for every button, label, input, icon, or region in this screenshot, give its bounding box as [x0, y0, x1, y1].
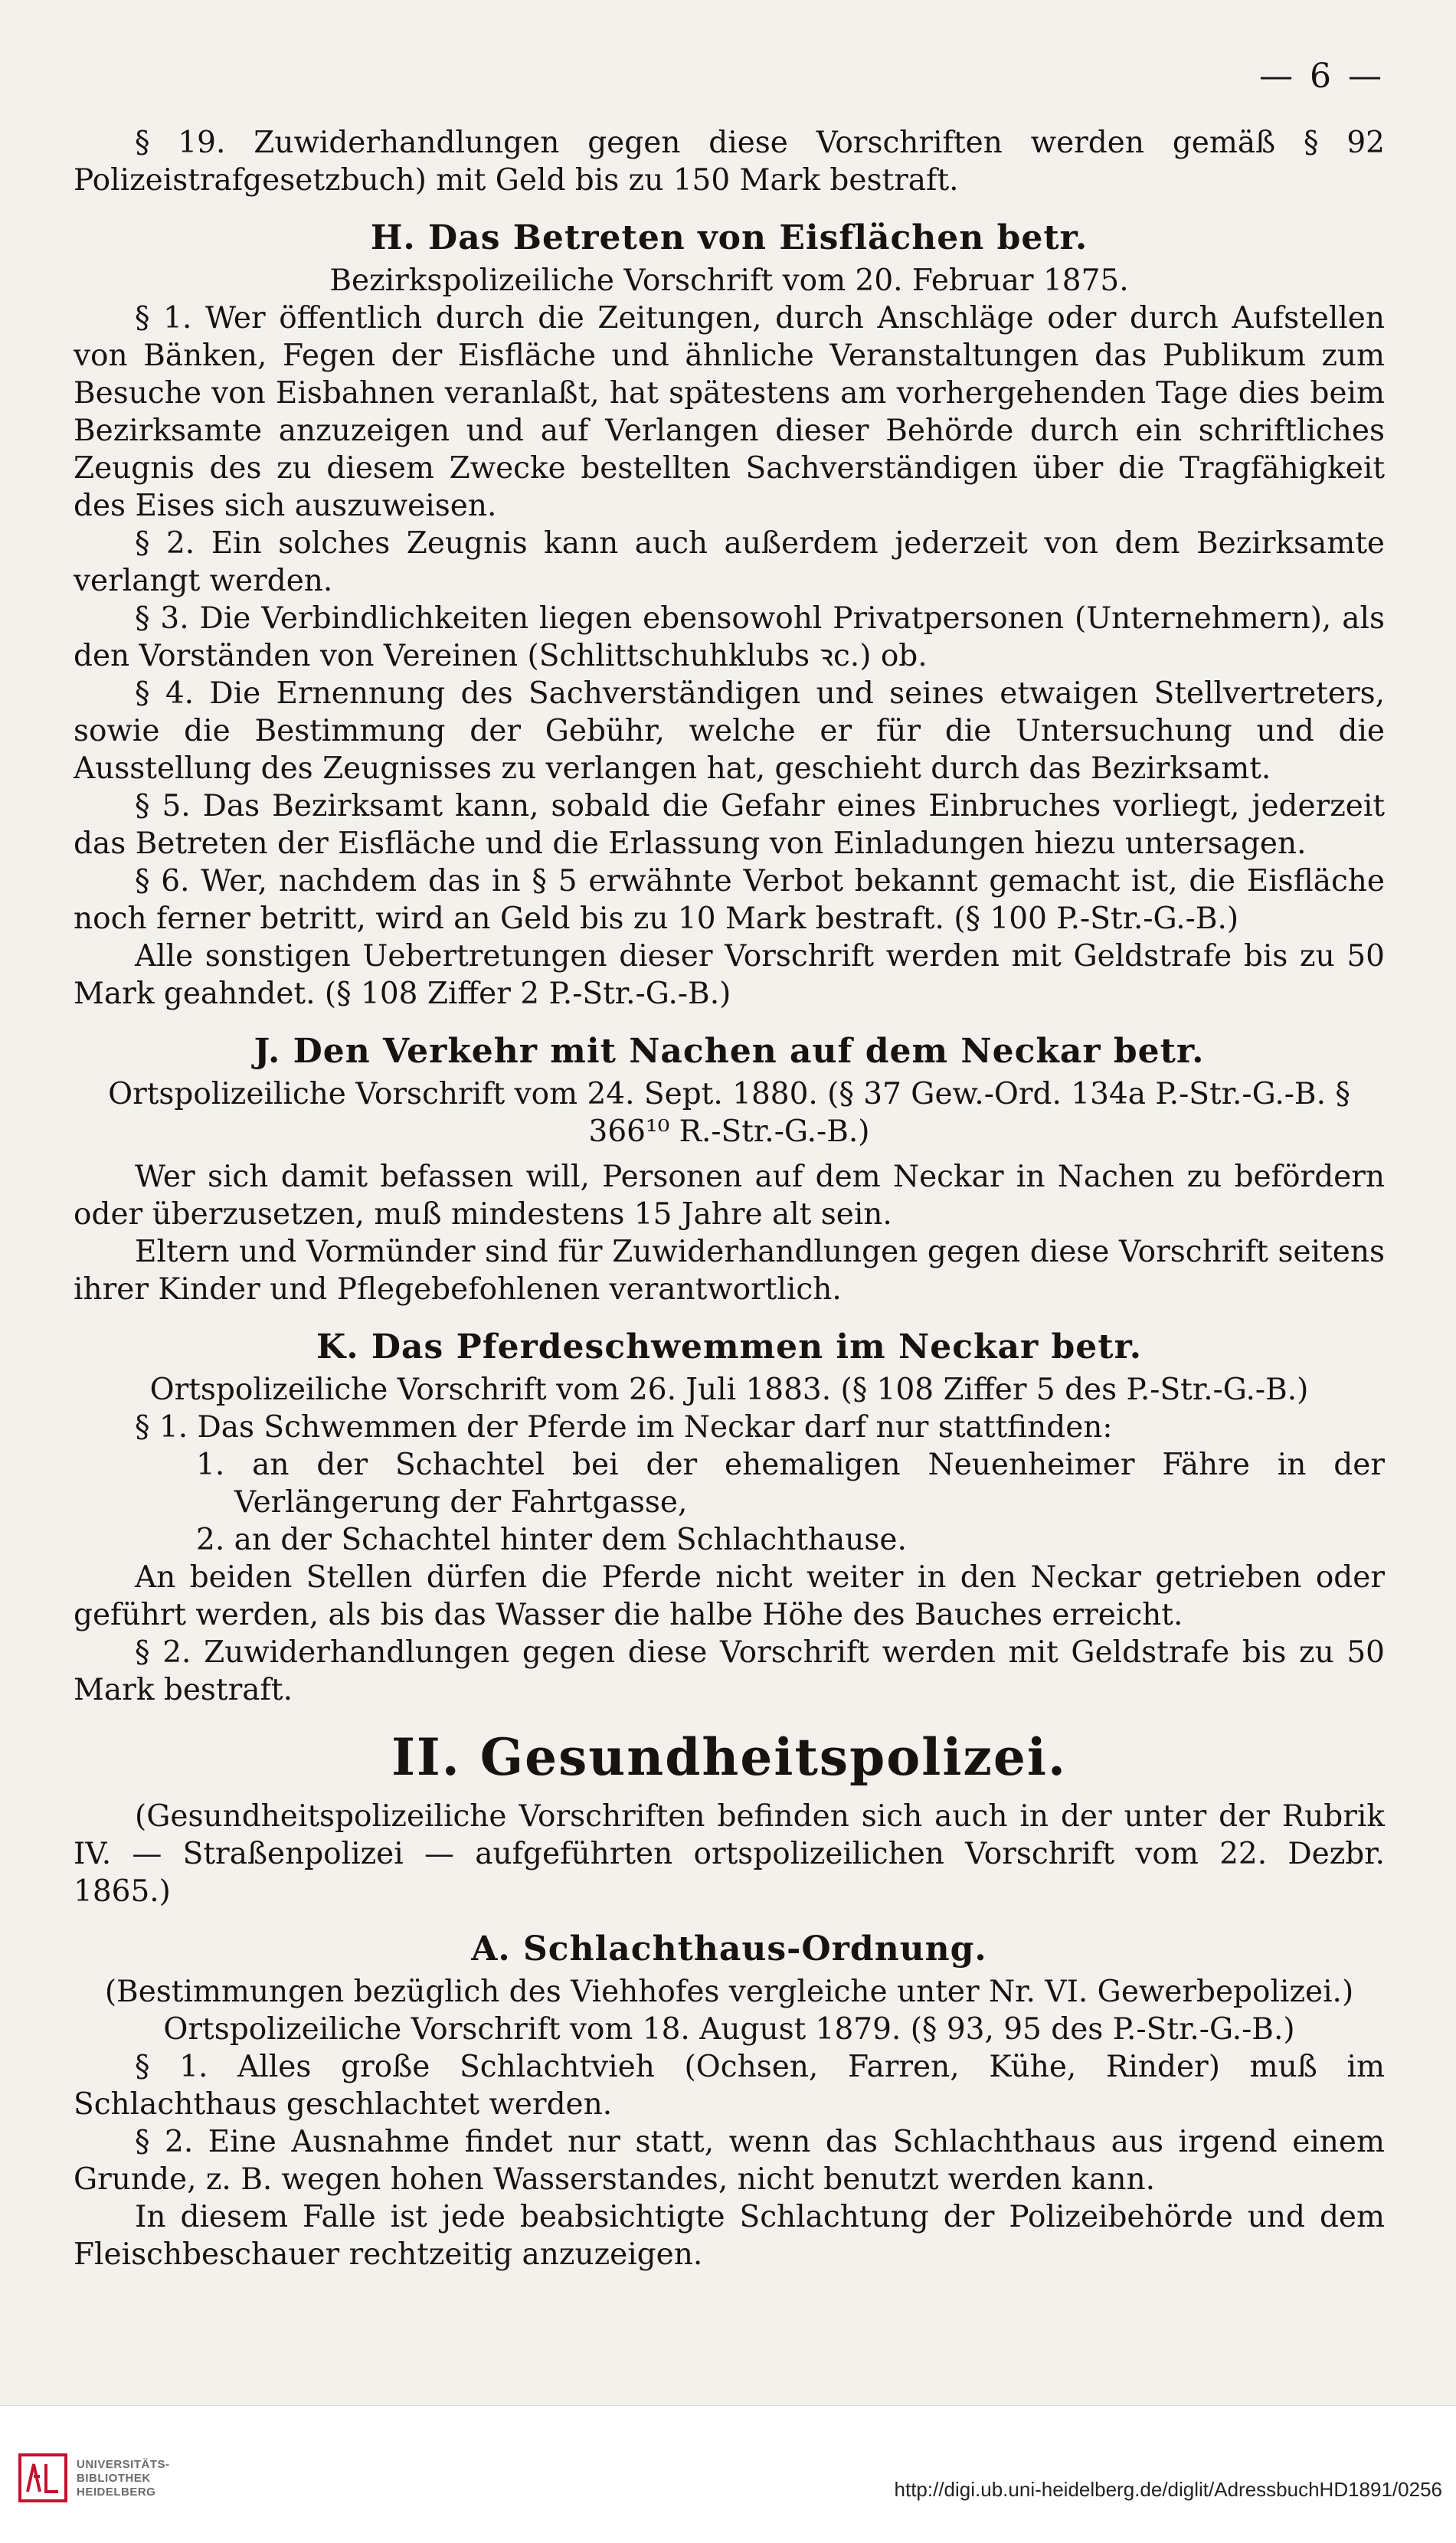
page-number: — 6 — — [1259, 57, 1385, 96]
regulation-subheading: Ortspolizeiliche Vorschrift vom 18. August 1879. (§ 93, 95 des P.-Str.-G.-B.) — [163, 2012, 1295, 2047]
library-name-line: UNIVERSITÄTS- — [77, 2458, 170, 2471]
regulation-subheading: Ortspolizeiliche Vorschrift vom 26. Juli 1883. (§ 108 Ziffer 5 des P.-Str.-G.-B.) — [149, 1373, 1309, 1407]
regulation-subheading: Ortspolizeiliche Vorschrift vom 24. Sept. 1880. (§ 37 Gew.-Ord. 134a P.-Str.-G.-B. § 366¹⁰ R.-Str.-G.-B.) — [108, 1077, 1350, 1149]
list-item: 1. an der Schachtel bei der ehemaligen Neuenheimer Fähre in der Verlängerung der Fahrtgasse, — [196, 1448, 1385, 1520]
paragraph: Eltern und Vormünder sind für Zuwiderhandlungen gegen diese Vorschrift seitens ihrer Kinder und Pflegebefohlenen verantwortlich. — [74, 1235, 1385, 1307]
source-url-link[interactable]: http://digi.ub.uni-heidelberg.de/diglit/AdressbuchHD1891/0256 — [894, 2478, 1442, 2501]
footer-bar — [0, 2405, 1456, 2543]
section-heading: H. Das Betreten von Eisflächen betr. — [370, 218, 1088, 257]
library-name — [77, 2458, 170, 2499]
paragraph: In diesem Falle ist jede beabsichtigte Schlachtung der Polizeibehörde und dem Fleischbeschauer rechtzeitig anzuzeigen. — [74, 2200, 1385, 2272]
paragraph: § 19. Zuwiderhandlungen gegen diese Vorschriften werden gemäß § 92 Polizeistrafgesetzbuch) mit Geld bis zu 150 Mark bestraft. — [74, 126, 1385, 198]
section-heading: A. Schlachthaus-Ordnung. — [471, 1929, 987, 1969]
chapter-heading: II. Gesundheitspolizei. — [391, 1727, 1067, 1787]
paragraph: Wer sich damit befassen will, Personen auf dem Neckar in Nachen zu befördern oder überzusetzen, muß mindestens 15 Jahre alt sein. — [74, 1160, 1385, 1232]
paragraph: § 4. Die Ernennung des Sachverständigen und seines etwaigen Stellvertreters, sowie die Bestimmung der Gebühr, welche er für die Untersuchung und die Ausstellung des Zeugnisses zu verlangen hat, geschieht durch das Bezirksamt. — [74, 676, 1385, 786]
spacer — [74, 1150, 1385, 1158]
list-item: 2. an der Schachtel hinter dem Schlachthause. — [196, 1523, 907, 1557]
paragraph: An beiden Stellen dürfen die Pferde nicht weiter in den Neckar getrieben oder geführt werden, als bis das Wasser die halbe Höhe des Bauches erreicht. — [74, 1560, 1385, 1632]
paragraph: § 5. Das Bezirksamt kann, sobald die Gefahr eines Einbruches vorliegt, jederzeit das Betreten der Eisfläche und die Erlassung von Einladungen hiezu untersagen. — [74, 789, 1385, 861]
document-body — [74, 124, 1385, 2273]
library-seal-icon — [18, 2453, 67, 2502]
paragraph: § 1. Alles große Schlachtvieh (Ochsen, Farren, Kühe, Rinder) muß im Schlachthaus geschlachtet werden. — [74, 2050, 1385, 2122]
paragraph: Alle sonstigen Uebertretungen dieser Vorschrift werden mit Geldstrafe bis zu 50 Mark geahndet. (§ 108 Ziffer 2 P.-Str.-G.-B.) — [74, 939, 1385, 1011]
paragraph: § 1. Wer öffentlich durch die Zeitungen, durch Anschläge oder durch Aufstellen von Bänken, Fegen der Eisfläche und ähnliche Veranstaltungen das Publikum zum Besuche von Eisbahnen veranlaßt, hat spätestens am vorhergehenden Tage dies beim Bezirksamte anzuzeigen und auf Verlangen dieser Behörde durch ein schriftliches Zeugnis des zu diesem Zwecke bestellten Sachverständigen über die Tragfähigkeit des Eises sich auszuweisen. — [74, 301, 1385, 523]
library-name-line: HEIDELBERG — [77, 2486, 156, 2499]
paragraph: § 2. Zuwiderhandlungen gegen diese Vorschrift werden mit Geldstrafe bis zu 50 Mark bestraft. — [74, 1635, 1385, 1707]
library-name-line: BIBLIOTHEK — [77, 2472, 151, 2485]
paragraph: § 2. Eine Ausnahme findet nur statt, wenn das Schlachthaus aus irgend einem Grunde, z. B. wegen hohen Wasserstandes, nicht benutzt werden kann. — [74, 2125, 1385, 2197]
paragraph: § 1. Das Schwemmen der Pferde im Neckar darf nur stattfinden: — [135, 1410, 1113, 1445]
paragraph: (Gesundheitspolizeiliche Vorschriften befinden sich auch in der unter der Rubrik IV. — Straßenpolizei — aufgeführten ortspolizeilichen Vorschrift vom 22. Dezbr. 1865.) — [74, 1799, 1385, 1909]
regulation-subheading: (Bestimmungen bezüglich des Viehhofes vergleiche unter Nr. VI. Gewerbepolizei.) — [104, 1975, 1354, 2009]
paragraph: § 6. Wer, nachdem das in § 5 erwähnte Verbot bekannt gemacht ist, die Eisfläche noch ferner betritt, wird an Geld bis zu 10 Mark bestraft. (§ 100 P.-Str.-G.-B.) — [74, 864, 1385, 936]
section-heading: J. Den Verkehr mit Nachen auf dem Neckar betr. — [254, 1032, 1205, 1071]
document-page — [74, 46, 1385, 2273]
paragraph: § 2. Ein solches Zeugnis kann auch außerdem jederzeit von dem Bezirksamte verlangt werden. — [74, 526, 1385, 598]
section-heading: K. Das Pferdeschwemmen im Neckar betr. — [316, 1327, 1143, 1366]
regulation-subheading: Bezirkspolizeiliche Vorschrift vom 20. Februar 1875. — [329, 263, 1129, 298]
paragraph: § 3. Die Verbindlichkeiten liegen ebensowohl Privatpersonen (Unternehmern), als den Vorständen von Vereinen (Schlittschuhklubs ꝛc.) ob. — [74, 601, 1385, 673]
